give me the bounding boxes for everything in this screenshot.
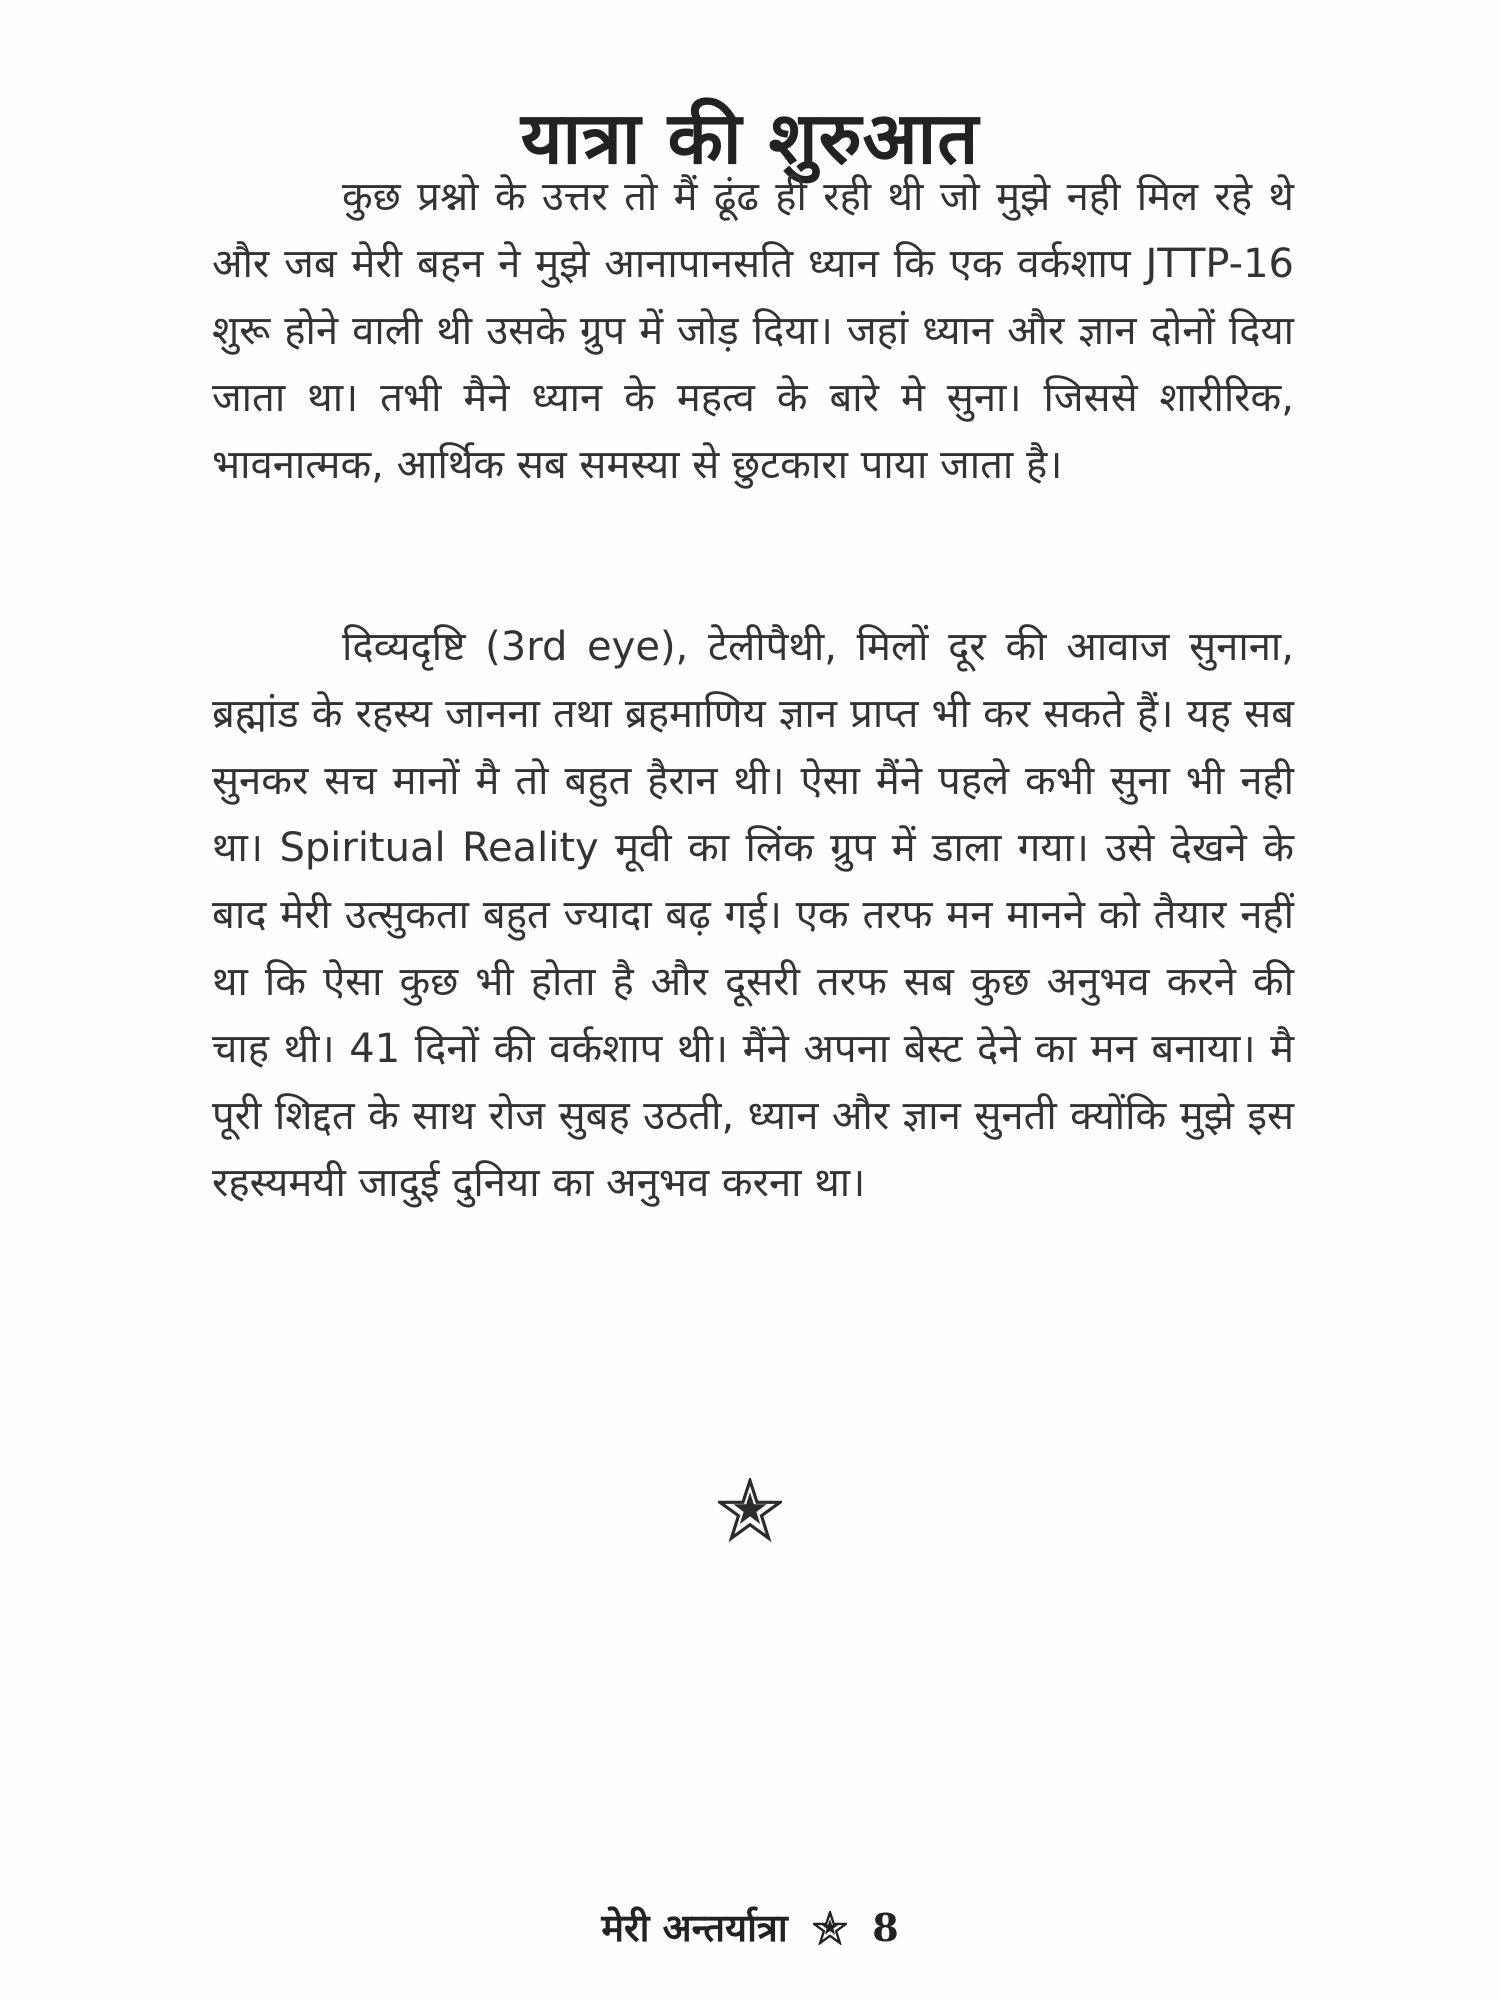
paragraph-1: कुछ प्रश्नो के उत्तर तो मैं ढूंढ ही रही थी जो मुझे नही मिल रहे थे और जब मेरी बहन ने मुझे आनापानसति ध्यान कि एक वर्कशाप JTTP-16 शुरू होने वाली थी उसके ग्रुप में जोड़ दिया। जहां ध्यान और ज्ञान दोनों दिया जाता था। तभी मैने ध्यान के महत्व के बारे मे सुना। जिससे शारीरिक, भावनात्मक, आर्थिक सब समस्या से छुटकारा पाया जाता है। bbox=[212, 174, 1294, 488]
page-title: यात्रा की शुरुआत bbox=[520, 96, 980, 181]
paragraph-2: दिव्यदृष्टि (3rd eye), टेलीपैथी, मिलों दूर की आवाज सुनाना, ब्रह्मांड के रहस्य जानना तथा ब्रहमाणिय ज्ञान प्राप्त भी कर सकते हैं। यह सब सुनकर सच मानों मै तो बहुत हैरान थी। ऐसा मैंने पहले कभी सुना भी नही था। Spiritual Reality मूवी का लिंक ग्रुप में डाला गया। उसे देखने के बाद मेरी उत्सुकता बहुत ज्यादा बढ़ गई। एक तरफ मन मानने को तैयार नहीं था कि ऐसा कुछ भी होता है और दूसरी तरफ सब कुछ अनुभव करने की चाह थी। 41 दिनों की वर्कशाप थी। मैंने अपना बेस्ट देने का मन बनाया। मै पूरी शिद्दत के साथ रोज सुबह उठती, ध्यान और ज्ञान सुनती क्योंकि मुझे इस रहस्यमयी जादुई दुनिया का अनुभव करना था। bbox=[212, 624, 1294, 1206]
page-footer bbox=[0, 1898, 1500, 1958]
page-number: 8 bbox=[872, 1905, 899, 1950]
star-icon bbox=[718, 1478, 782, 1542]
star-icon bbox=[813, 1911, 847, 1945]
book-title: मेरी अन्तर्यात्रा bbox=[601, 1905, 788, 1950]
